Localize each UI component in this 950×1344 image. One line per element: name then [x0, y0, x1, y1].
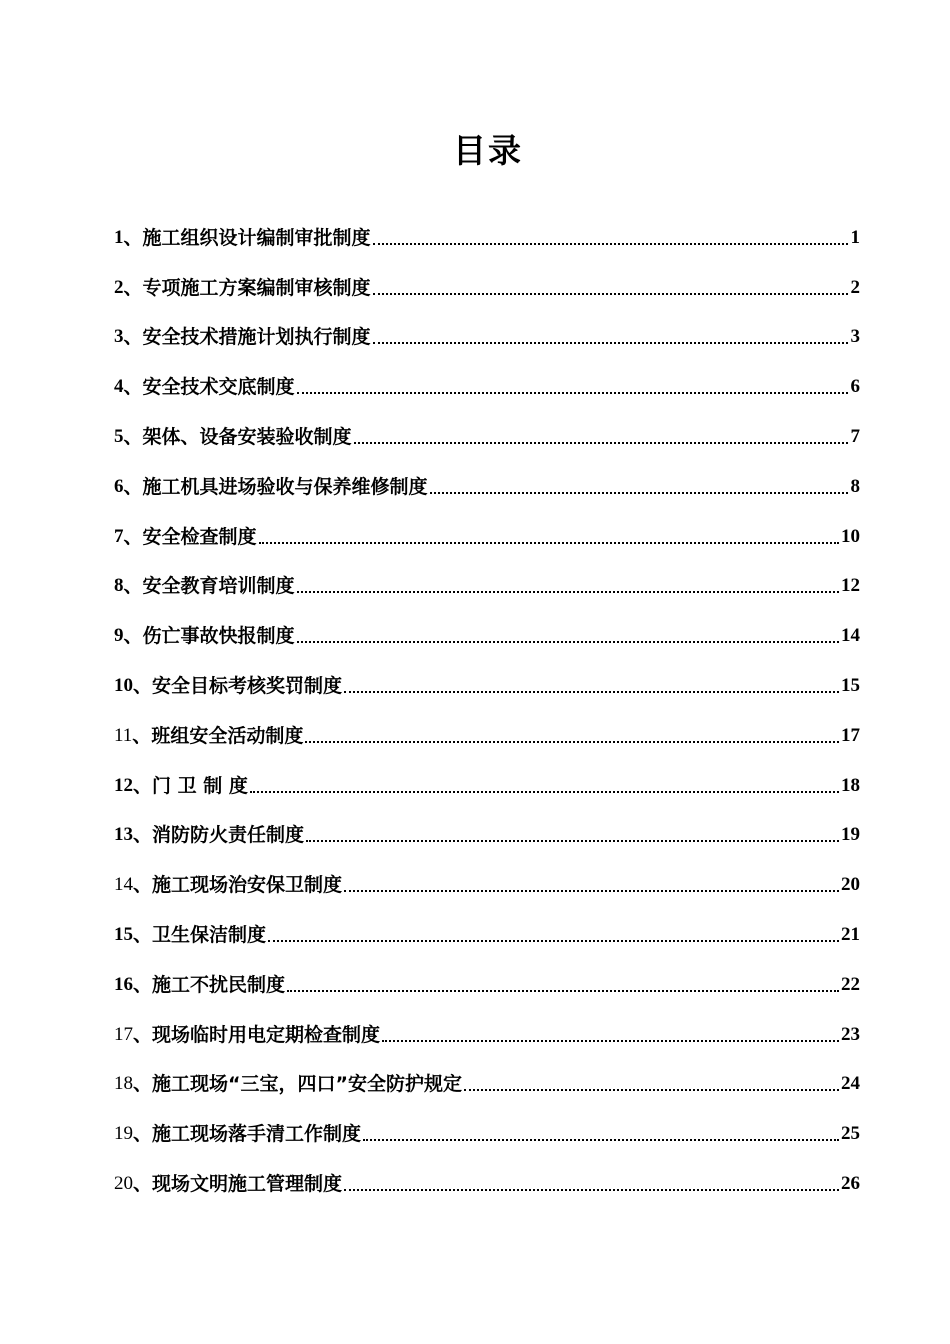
toc-entry[interactable] [114, 1157, 860, 1207]
toc-entry-separator: 、 [133, 973, 153, 996]
toc-entry-separator: 、 [123, 276, 143, 299]
toc-dot-leader [344, 691, 839, 693]
toc-entry-title: 现场临时用电定期检查制度 [152, 1023, 381, 1046]
toc-entry-number: 12 [114, 774, 133, 796]
toc-entry-page-number: 22 [841, 973, 860, 995]
toc-entry-separator: 、 [123, 525, 143, 548]
toc-entry-title: 架体、设备安装验收制度 [142, 425, 352, 448]
toc-title: 目录 [453, 131, 523, 170]
toc-entry-title: 安全技术措施计划执行制度 [142, 326, 371, 349]
toc-entry-number: 15 [114, 923, 133, 945]
toc-entry-title: 安全目标考核奖罚制度 [152, 674, 343, 697]
toc-entry-number: 17 [114, 1023, 133, 1045]
toc-entry[interactable] [114, 759, 860, 809]
toc-entry-number: 16 [114, 973, 133, 995]
toc-entry-page-number: 8 [850, 475, 860, 497]
toc-entry-separator: 、 [133, 1073, 153, 1096]
toc-entry-separator: 、 [123, 326, 143, 349]
toc-entry-number: 7 [114, 525, 124, 547]
toc-entry-page-number: 1 [850, 226, 860, 248]
toc-entry-page-number: 20 [841, 874, 860, 896]
toc-entry-number: 13 [114, 824, 133, 846]
toc-dot-leader [464, 1089, 839, 1091]
toc-dot-leader [344, 890, 839, 892]
toc-entry-page-number: 12 [841, 575, 860, 597]
toc-entry-separator: 、 [133, 1023, 153, 1046]
toc-entry-page-number: 14 [841, 625, 860, 647]
toc-entry-page-number: 18 [841, 774, 860, 796]
toc-entry-title: 施工现场落手清工作制度 [152, 1123, 362, 1146]
toc-entry-page-number: 6 [850, 376, 860, 398]
toc-entry-page-number: 15 [841, 674, 860, 696]
toc-entry-separator: 、 [133, 774, 153, 797]
toc-entry-number: 18 [114, 1073, 133, 1095]
toc-dot-leader [306, 840, 839, 842]
toc-dot-leader [297, 641, 839, 643]
toc-dot-leader [430, 492, 848, 494]
toc-entry-page-number: 25 [841, 1123, 860, 1145]
toc-entry-page-number: 10 [841, 525, 860, 547]
toc-entry-page-number: 23 [841, 1023, 860, 1045]
toc-dot-leader [268, 940, 839, 942]
toc-entry-separator: 、 [123, 376, 143, 399]
toc-dot-leader [344, 1189, 839, 1191]
toc-entry[interactable] [114, 460, 860, 510]
toc-entry[interactable] [114, 311, 860, 361]
toc-entry-title: 施工机具进场验收与保养维修制度 [142, 475, 428, 498]
toc-entry-title: 施工现场“三宝，四口”安全防护规定 [152, 1073, 462, 1096]
toc-dot-leader [259, 542, 839, 544]
toc-entry[interactable] [114, 510, 860, 560]
toc-entry-title: 施工不扰民制度 [152, 973, 286, 996]
toc-entry-title: 安全检查制度 [142, 525, 257, 548]
toc-entry[interactable] [114, 1008, 860, 1058]
toc-entry-page-number: 7 [850, 425, 860, 447]
toc-entry-separator: 、 [133, 874, 153, 897]
toc-entry-title: 施工组织设计编制审批制度 [142, 226, 371, 249]
toc-dot-leader [373, 243, 848, 245]
toc-entry[interactable] [114, 1058, 860, 1108]
toc-entry-number: 8 [114, 575, 124, 597]
toc-entry-separator: 、 [133, 1172, 153, 1195]
toc-entry-number: 6 [114, 475, 124, 497]
toc-entry[interactable] [114, 709, 860, 759]
toc-entry-number: 14 [114, 874, 133, 896]
toc-entry[interactable] [114, 261, 860, 311]
toc-entry-separator: 、 [133, 674, 153, 697]
toc-dot-leader [382, 1040, 839, 1042]
toc-entry-title: 班组安全活动制度 [151, 724, 304, 747]
toc-entry-number: 4 [114, 376, 124, 398]
toc-entry-title: 安全技术交底制度 [142, 376, 295, 399]
toc-entry-title: 施工现场治安保卫制度 [152, 874, 343, 897]
toc-entry-page-number: 2 [850, 276, 860, 298]
toc-entry-title: 专项施工方案编制审核制度 [142, 276, 371, 299]
toc-entry[interactable] [114, 958, 860, 1008]
toc-entry-number: 11 [114, 724, 133, 746]
toc-entry-title: 现场文明施工管理制度 [152, 1172, 343, 1195]
toc-dot-leader [297, 591, 839, 593]
toc-entry-separator: 、 [133, 923, 153, 946]
toc-entry[interactable] [114, 211, 860, 261]
toc-entry-number: 5 [114, 425, 124, 447]
toc-entry-separator: 、 [123, 625, 143, 648]
toc-dot-leader [250, 791, 839, 793]
toc-entry-separator: 、 [123, 475, 143, 498]
toc-dot-leader [297, 392, 848, 394]
toc-entry-title: 消防防火责任制度 [152, 824, 305, 847]
toc-entry-separator: 、 [123, 575, 143, 598]
toc-entry-separator: 、 [133, 824, 153, 847]
toc-entry-page-number: 17 [841, 724, 860, 746]
toc-entry-page-number: 24 [841, 1073, 860, 1095]
toc-dot-leader [373, 342, 848, 344]
toc-dot-leader [287, 990, 839, 992]
toc-entry-page-number: 3 [850, 326, 860, 348]
toc-entry-separator: 、 [132, 724, 152, 747]
toc-entry-title: 安全教育培训制度 [142, 575, 295, 598]
toc-entry[interactable] [114, 908, 860, 958]
toc-entry-separator: 、 [133, 1123, 153, 1146]
toc-entry-title: 伤亡事故快报制度 [142, 625, 295, 648]
toc-entry-separator: 、 [123, 226, 143, 249]
toc-entry-page-number: 26 [841, 1172, 860, 1194]
toc-entry-number: 20 [114, 1172, 133, 1194]
toc-dot-leader [373, 293, 848, 295]
toc-entry[interactable] [114, 360, 860, 410]
toc-list [114, 211, 860, 1207]
toc-entry[interactable] [114, 410, 860, 460]
toc-entry[interactable] [114, 809, 860, 859]
toc-entry-page-number: 21 [841, 923, 860, 945]
toc-entry[interactable] [114, 659, 860, 709]
toc-entry[interactable] [114, 1107, 860, 1157]
toc-entry-number: 10 [114, 674, 133, 696]
toc-entry-title: 门 卫 制 度 [152, 774, 248, 797]
toc-entry-number: 1 [114, 226, 124, 248]
toc-entry-number: 9 [114, 625, 124, 647]
toc-entry[interactable] [114, 858, 860, 908]
toc-entry-page-number: 19 [841, 824, 860, 846]
toc-entry-title: 卫生保洁制度 [152, 923, 267, 946]
toc-entry-number: 19 [114, 1123, 133, 1145]
toc-entry[interactable] [114, 609, 860, 659]
toc-entry[interactable] [114, 560, 860, 610]
toc-entry-number: 2 [114, 276, 124, 298]
toc-dot-leader [354, 442, 848, 444]
toc-entry-number: 3 [114, 326, 124, 348]
toc-entry-separator: 、 [123, 425, 143, 448]
toc-dot-leader [305, 741, 839, 743]
toc-dot-leader [363, 1139, 839, 1141]
